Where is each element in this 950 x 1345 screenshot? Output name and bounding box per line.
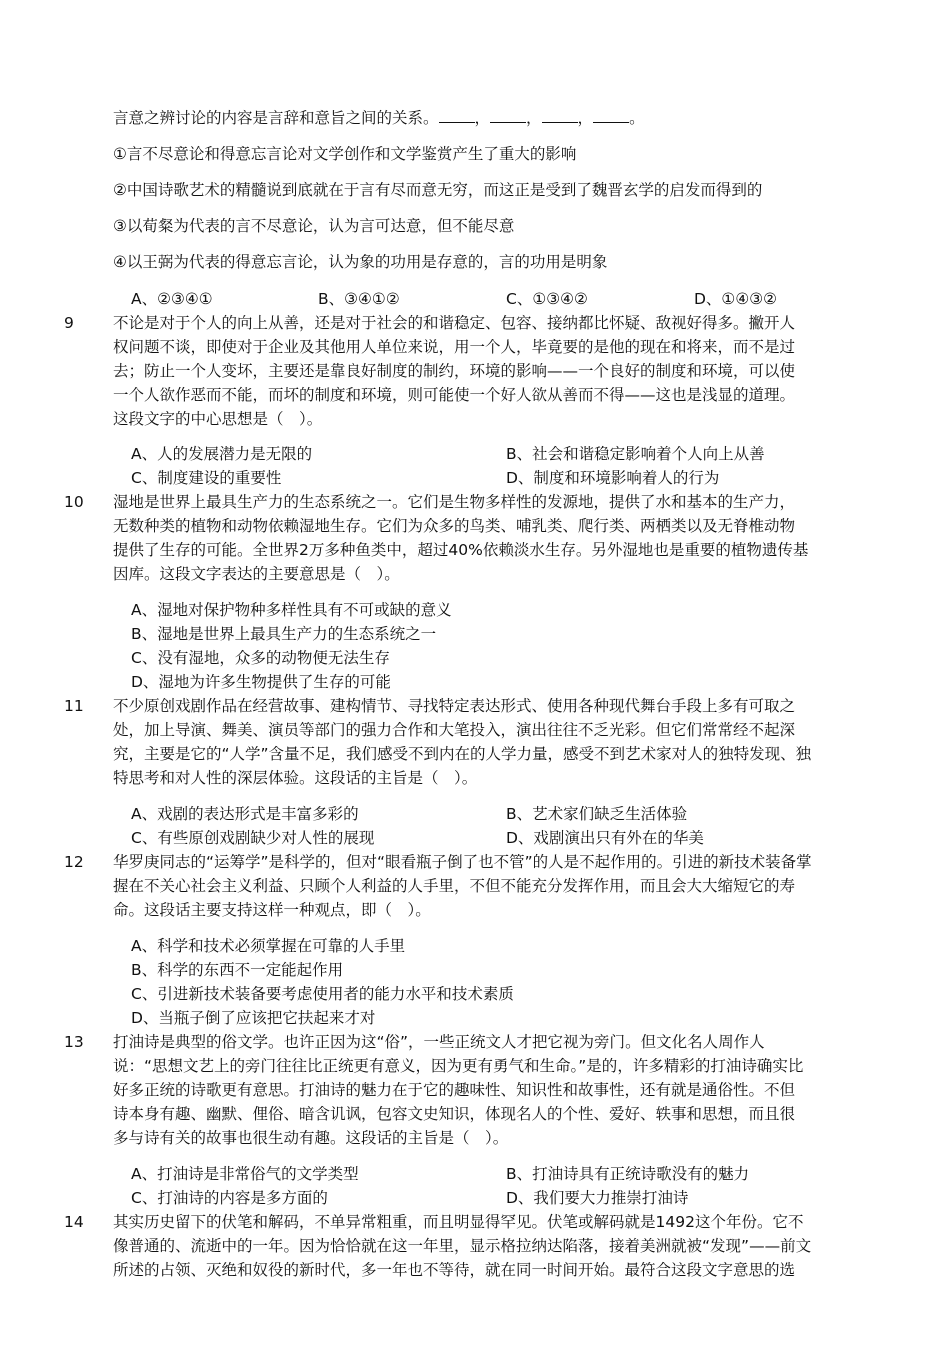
intro-option-c: C、①③④② xyxy=(506,290,588,308)
question-number: 11 xyxy=(64,697,84,715)
question-line: 处，加上导演、舞美、演员等部门的强力合作和大笔投入，演出往往不乏光彩。但它们常常经不起深 xyxy=(113,721,796,739)
answer-blank xyxy=(593,108,629,123)
question-line: 打油诗是典型的俗文学。也许正因为这“俗”，一些正统文人才把它视为旁门。但文化名人周作人 xyxy=(113,1033,765,1051)
option-d: D、制度和环境影响着人的行为 xyxy=(506,469,720,487)
question-number: 13 xyxy=(64,1033,84,1051)
question-line: 好多正统的诗歌更有意思。打油诗的魅力在于它的趣味性、知识性和故事性，还有就是通俗性。不但 xyxy=(113,1081,796,1099)
question-line: 因库。这段文字表达的主要意思是（ ）。 xyxy=(113,565,400,583)
option-b: B、社会和谐稳定影响着个人向上从善 xyxy=(506,445,765,463)
intro-option-b: B、③④①② xyxy=(318,290,400,308)
option-b: B、科学的东西不一定能起作用 xyxy=(131,961,344,979)
intro-option-d: D、①④③② xyxy=(694,290,778,308)
intro-stem xyxy=(113,106,645,130)
question-line: 不少原创戏剧作品在经营故事、建构情节、寻找特定表达形式、使用各种现代舞台手段上多有可取之 xyxy=(113,697,796,715)
separator: ， xyxy=(474,109,491,127)
question-line: 握在不关心社会主义利益、只顾个人利益的人手里，不但不能充分发挥作用，而且会大大缩短它的寿 xyxy=(113,877,796,895)
intro-item: ④以王弼为代表的得意忘言论，认为象的功用是存意的，言的功用是明象 xyxy=(113,253,608,271)
question-line: 诗本身有趣、幽默、俚俗、暗含讥讽，包容文史知识，体现名人的个性、爱好、轶事和思想，而且很 xyxy=(113,1105,796,1123)
intro-stem-text: 言意之辨讨论的内容是言辞和意旨之间的关系。 xyxy=(113,109,439,127)
option-d: D、湿地为许多生物提供了生存的可能 xyxy=(131,673,391,691)
separator: 。 xyxy=(629,109,645,127)
question-line: 提供了生存的可能。全世界2万多种鱼类中，超过40%依赖淡水生存。另外湿地也是重要的植物遗传基 xyxy=(113,541,809,559)
question-line: 不论是对于个人的向上从善，还是对于社会的和谐稳定、包容、接纳都比怀疑、敌视好得多。撇开人 xyxy=(113,314,796,332)
question-line: 命。这段话主要支持这样一种观点，即（ ）。 xyxy=(113,901,431,919)
answer-blank xyxy=(439,108,475,123)
separator: ， xyxy=(526,109,542,127)
option-a: A、戏剧的表达形式是丰富多彩的 xyxy=(131,805,359,823)
question-line: 究，主要是它的“人学”含量不足，我们感受不到内在的人学力量，感受不到艺术家对人的独特发现、独 xyxy=(113,745,812,763)
question-line: 去；防止一个人变坏，主要还是靠良好制度的制约，环境的影响——一个良好的制度和环境，可以使 xyxy=(113,362,796,380)
option-b: B、艺术家们缺乏生活体验 xyxy=(506,805,688,823)
question-line: 这段文字的中心思想是（ ）。 xyxy=(113,410,323,428)
question-line: 其实历史留下的伏笔和解码，不单异常粗重，而且明显得罕见。伏笔或解码就是1492这个年份。它不 xyxy=(113,1213,804,1231)
intro-option-a: A、②③④① xyxy=(131,290,213,308)
question-line: 湿地是世界上最具生产力的生态系统之一。它们是生物多样性的发源地，提供了水和基本的生产力， xyxy=(113,493,796,511)
option-c: C、打油诗的内容是多方面的 xyxy=(131,1189,328,1207)
option-a: A、人的发展潜力是无限的 xyxy=(131,445,313,463)
option-c: C、没有湿地，众多的动物便无法生存 xyxy=(131,649,390,667)
question-line: 所述的占领、灭绝和奴役的新时代，多一年也不等待，就在同一时间开始。最符合这段文字意思的选 xyxy=(113,1261,796,1279)
question-line: 像普通的、流逝中的一年。因为恰恰就在这一年里，显示格拉纳达陷落，接着美洲就被“发现”——前文 xyxy=(113,1237,812,1255)
intro-item: ①言不尽意论和得意忘言论对文学创作和文学鉴赏产生了重大的影响 xyxy=(113,145,577,163)
question-number: 14 xyxy=(64,1213,84,1231)
answer-blank xyxy=(542,108,578,123)
question-number: 9 xyxy=(64,314,74,332)
option-a: A、科学和技术必须掌握在可靠的人手里 xyxy=(131,937,406,955)
option-d: D、戏剧演出只有外在的华美 xyxy=(506,829,704,847)
separator: ， xyxy=(577,109,594,127)
option-d: D、当瓶子倒了应该把它扶起来才对 xyxy=(131,1009,376,1027)
question-line: 权问题不谈，即使对于企业及其他用人单位来说，用一个人，毕竟要的是他的现在和将来，而不是过 xyxy=(113,338,796,356)
question-line: 说：“思想文艺上的旁门往往比正统更有意义，因为更有勇气和生命。”是的，许多精彩的打油诗确实比 xyxy=(113,1057,804,1075)
option-b: B、湿地是世界上最具生产力的生态系统之一 xyxy=(131,625,437,643)
answer-blank xyxy=(490,108,526,123)
question-line: 一个人欲作恶而不能，而坏的制度和环境，则可能使一个好人欲从善而不得——这也是浅显的道理。 xyxy=(113,386,796,404)
option-d: D、我们要大力推崇打油诗 xyxy=(506,1189,689,1207)
question-number: 12 xyxy=(64,853,84,871)
question-line: 多与诗有关的故事也很生动有趣。这段话的主旨是（ ）。 xyxy=(113,1129,509,1147)
question-line: 华罗庚同志的“运筹学”是科学的，但对“眼看瓶子倒了也不管”的人是不起作用的。引进的新技术装备掌 xyxy=(113,853,812,871)
intro-item: ②中国诗歌艺术的精髓说到底就在于言有尽而意无穷，而这正是受到了魏晋玄学的启发而得到的 xyxy=(113,181,763,199)
option-a: A、湿地对保护物种多样性具有不可或缺的意义 xyxy=(131,601,452,619)
question-line: 无数种类的植物和动物依赖湿地生存。它们为众多的鸟类、哺乳类、爬行类、两栖类以及无脊椎动物 xyxy=(113,517,796,535)
option-c: C、引进新技术装备要考虑使用者的能力水平和技术素质 xyxy=(131,985,514,1003)
option-b: B、打油诗具有正统诗歌没有的魅力 xyxy=(506,1165,750,1183)
question-line: 特思考和对人性的深层体验。这段话的主旨是（ ）。 xyxy=(113,769,478,787)
question-number: 10 xyxy=(64,493,84,511)
option-c: C、制度建设的重要性 xyxy=(131,469,282,487)
intro-item: ③以荀粲为代表的言不尽意论，认为言可达意，但不能尽意 xyxy=(113,217,515,235)
option-c: C、有些原创戏剧缺少对人性的展现 xyxy=(131,829,375,847)
option-a: A、打油诗是非常俗气的文学类型 xyxy=(131,1165,359,1183)
